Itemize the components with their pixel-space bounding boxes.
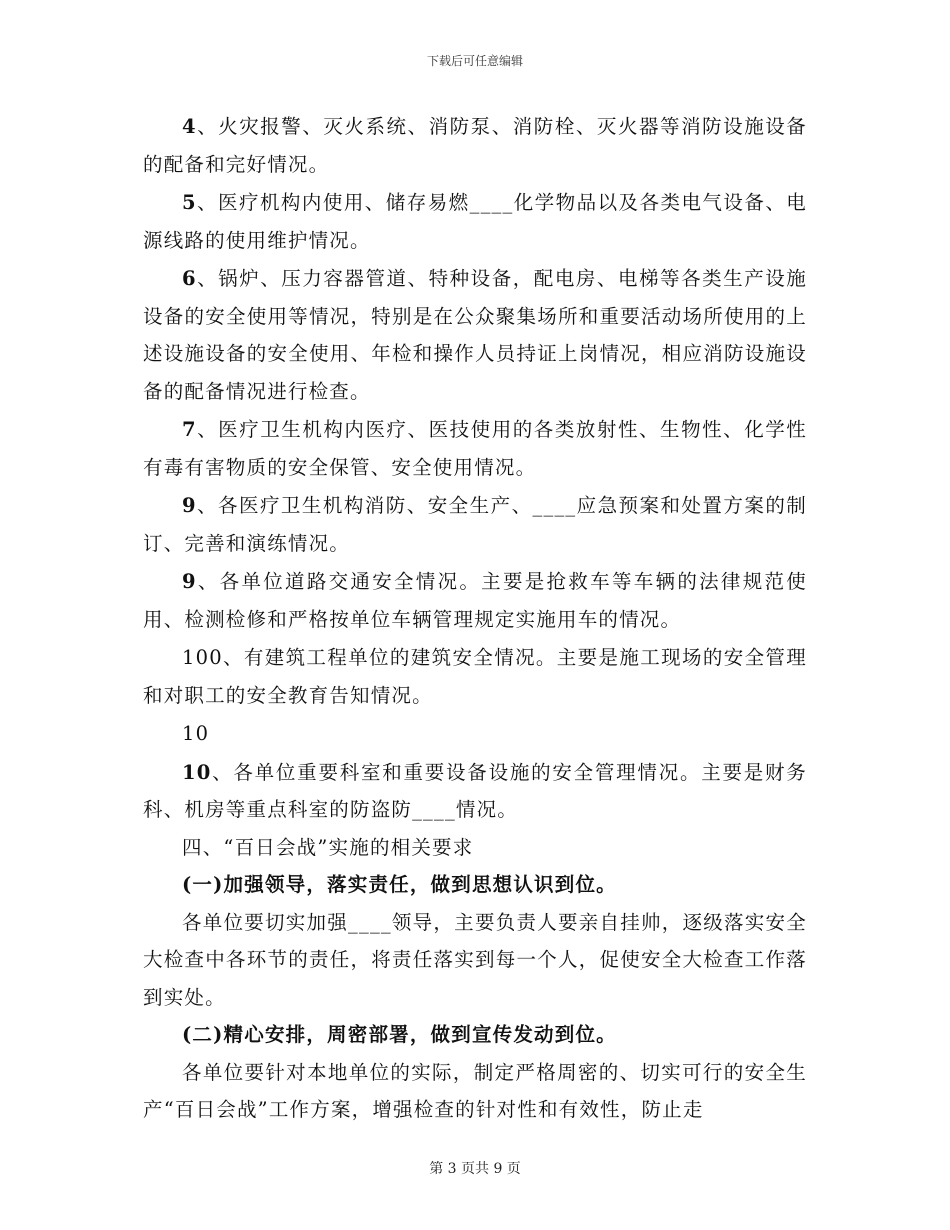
item-number: 6 — [182, 267, 197, 290]
subsection-1-title: (一)加强领导，落实责任，做到思想认识到位。 — [182, 873, 617, 896]
item-9a — [143, 487, 807, 562]
item-6 — [143, 260, 807, 410]
lone-number: 10 — [182, 722, 210, 745]
item-9b — [143, 563, 807, 638]
item-number: 9 — [182, 570, 197, 593]
item-text: 、医疗机构内使用、储存易燃____化学物品以及各类电气设备、电源线路的使用维护情况。 — [143, 191, 807, 252]
item-number: 10 — [182, 760, 212, 784]
document-body — [143, 108, 807, 1129]
item-5 — [143, 184, 807, 259]
item-number: 7 — [182, 418, 197, 441]
item-number: 5 — [182, 191, 197, 214]
page-footer: 第 3 页共 9 页 — [429, 1161, 521, 1177]
item-text: 、医疗卫生机构内医疗、医技使用的各类放射性、生物性、化学性有毒有害物质的安全保管、安全使用情况。 — [143, 418, 807, 479]
page-header: 下载后可任意编辑 — [426, 54, 523, 68]
item-text: 、各医疗卫生机构消防、安全生产、____应急预案和处置方案的制订、完善和演练情况。 — [143, 494, 807, 555]
item-number: 9 — [182, 494, 197, 517]
item-number: 4 — [182, 115, 197, 138]
item-10 — [143, 754, 807, 829]
item-text: 、锅炉、压力容器管道、特种设备，配电房、电梯等各类生产设施设备的安全使用等情况，特别是在公众聚集场所和重要活动场所使用的上述设施设备的安全使用、年检和操作人员持证上岗情况，相应消防设施设备的配备情况进行检查。 — [143, 267, 807, 403]
item-100: 100、有建筑工程单位的建筑安全情况。主要是施工现场的安全管理和对职工的安全教育告知情况。 — [143, 646, 807, 707]
item-4 — [143, 108, 807, 183]
item-text: 、各单位道路交通安全情况。主要是抢救车等车辆的法律规范使用、检测检修和严格按单位车辆管理规定实施用车的情况。 — [143, 570, 807, 631]
item-7 — [143, 411, 807, 486]
section-4-heading: 四、“百日会战”实施的相关要求 — [182, 835, 474, 859]
item-text: 、各单位重要科室和重要设备设施的安全管理情况。主要是财务科、机房等重点科室的防盗防____情况。 — [143, 760, 807, 821]
subsection-2-title: (二)精心安排，周密部署，做到宣传发动到位。 — [182, 1023, 617, 1046]
item-text: 、火灾报警、灭火系统、消防泵、消防栓、灭火器等消防设施设备的配备和完好情况。 — [143, 115, 807, 176]
subsection-1-body: 各单位要切实加强____领导，主要负责人要亲自挂帅，逐级落实安全大检查中各环节的责任，将责任落实到每一个人，促使安全大检查工作落到实处。 — [143, 910, 807, 1009]
subsection-2-body: 各单位要针对本地单位的实际，制定严格周密的、切实可行的安全生产“百日会战”工作方案，增强检查的针对性和有效性，防止走 — [143, 1060, 807, 1121]
